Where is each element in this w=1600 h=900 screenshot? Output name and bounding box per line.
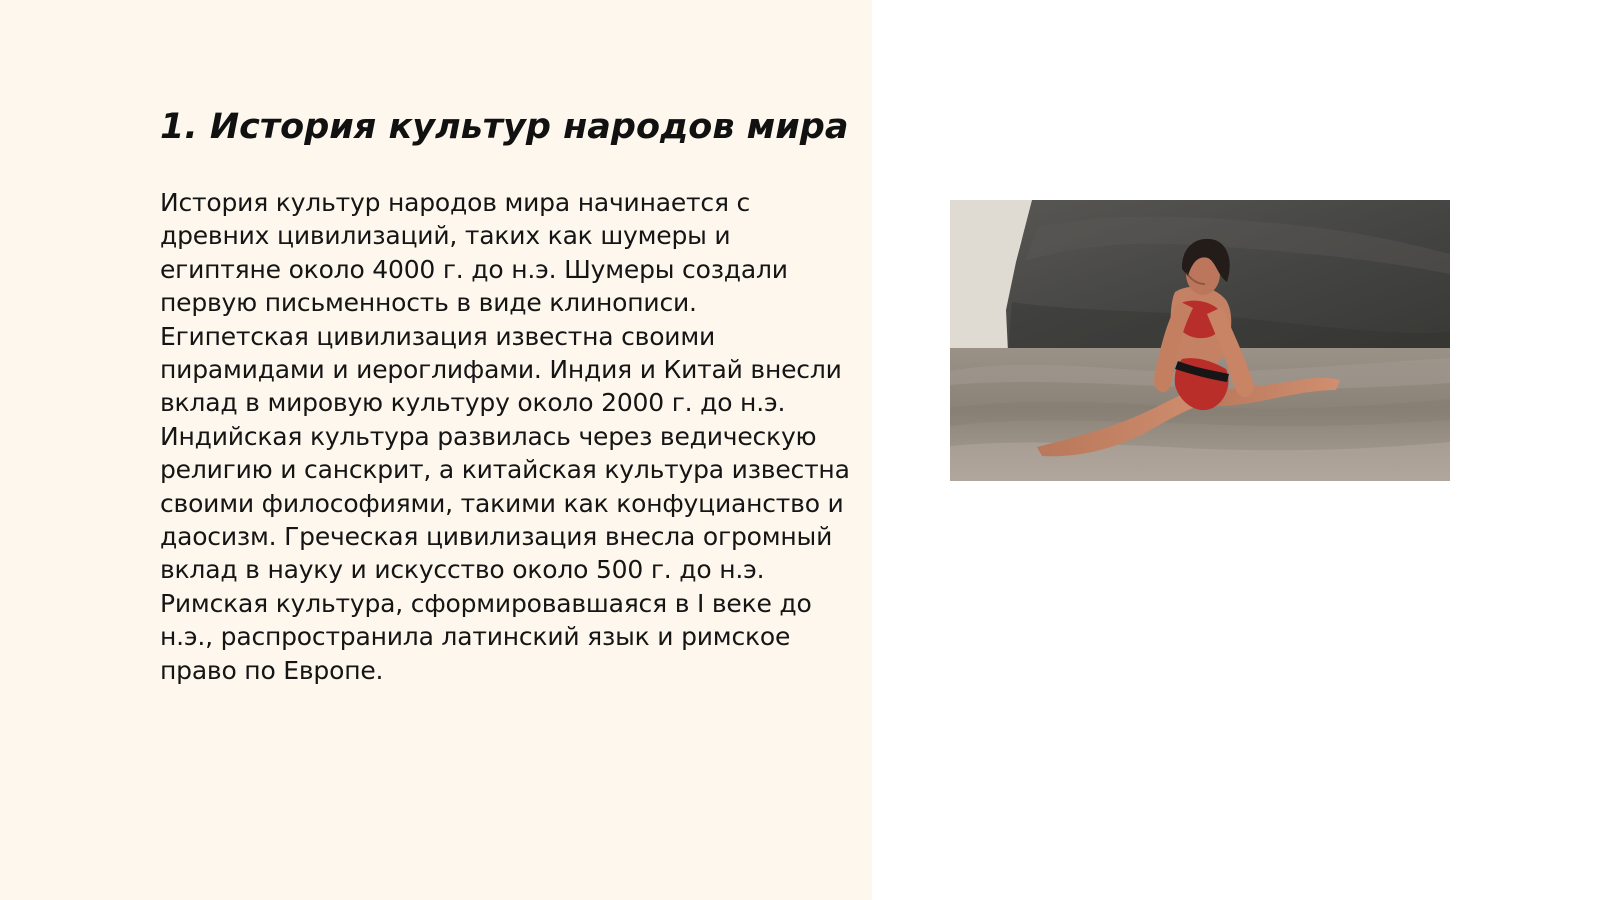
beach-photo-illustration: [950, 200, 1450, 481]
slide-title: 1. История культур народов мира: [160, 107, 849, 147]
beach-photo: [950, 200, 1450, 481]
slide-body-text: История культур народов мира начинается с древних цивилизаций, таких как шумеры и египтяне около 4000 г. до н.э. Шумеры создали первую письменность в виде клинописи. Египетская цивилизация известна своими пирамидами и иероглифами. Индия и Китай внесли вклад в мировую культуру около 2000 г. до н.э. Индийская культура развилась через ведическую религию и санскрит, а китайская культура известна своими философиями, такими как конфуцианство и даосизм. Греческая цивилизация внесла огромный вклад в науку и искусство около 500 г. до н.э. Римская культура, сформировавшаяся в I веке до н.э., распространила латинский язык и римское право по Европе.: [160, 188, 850, 685]
